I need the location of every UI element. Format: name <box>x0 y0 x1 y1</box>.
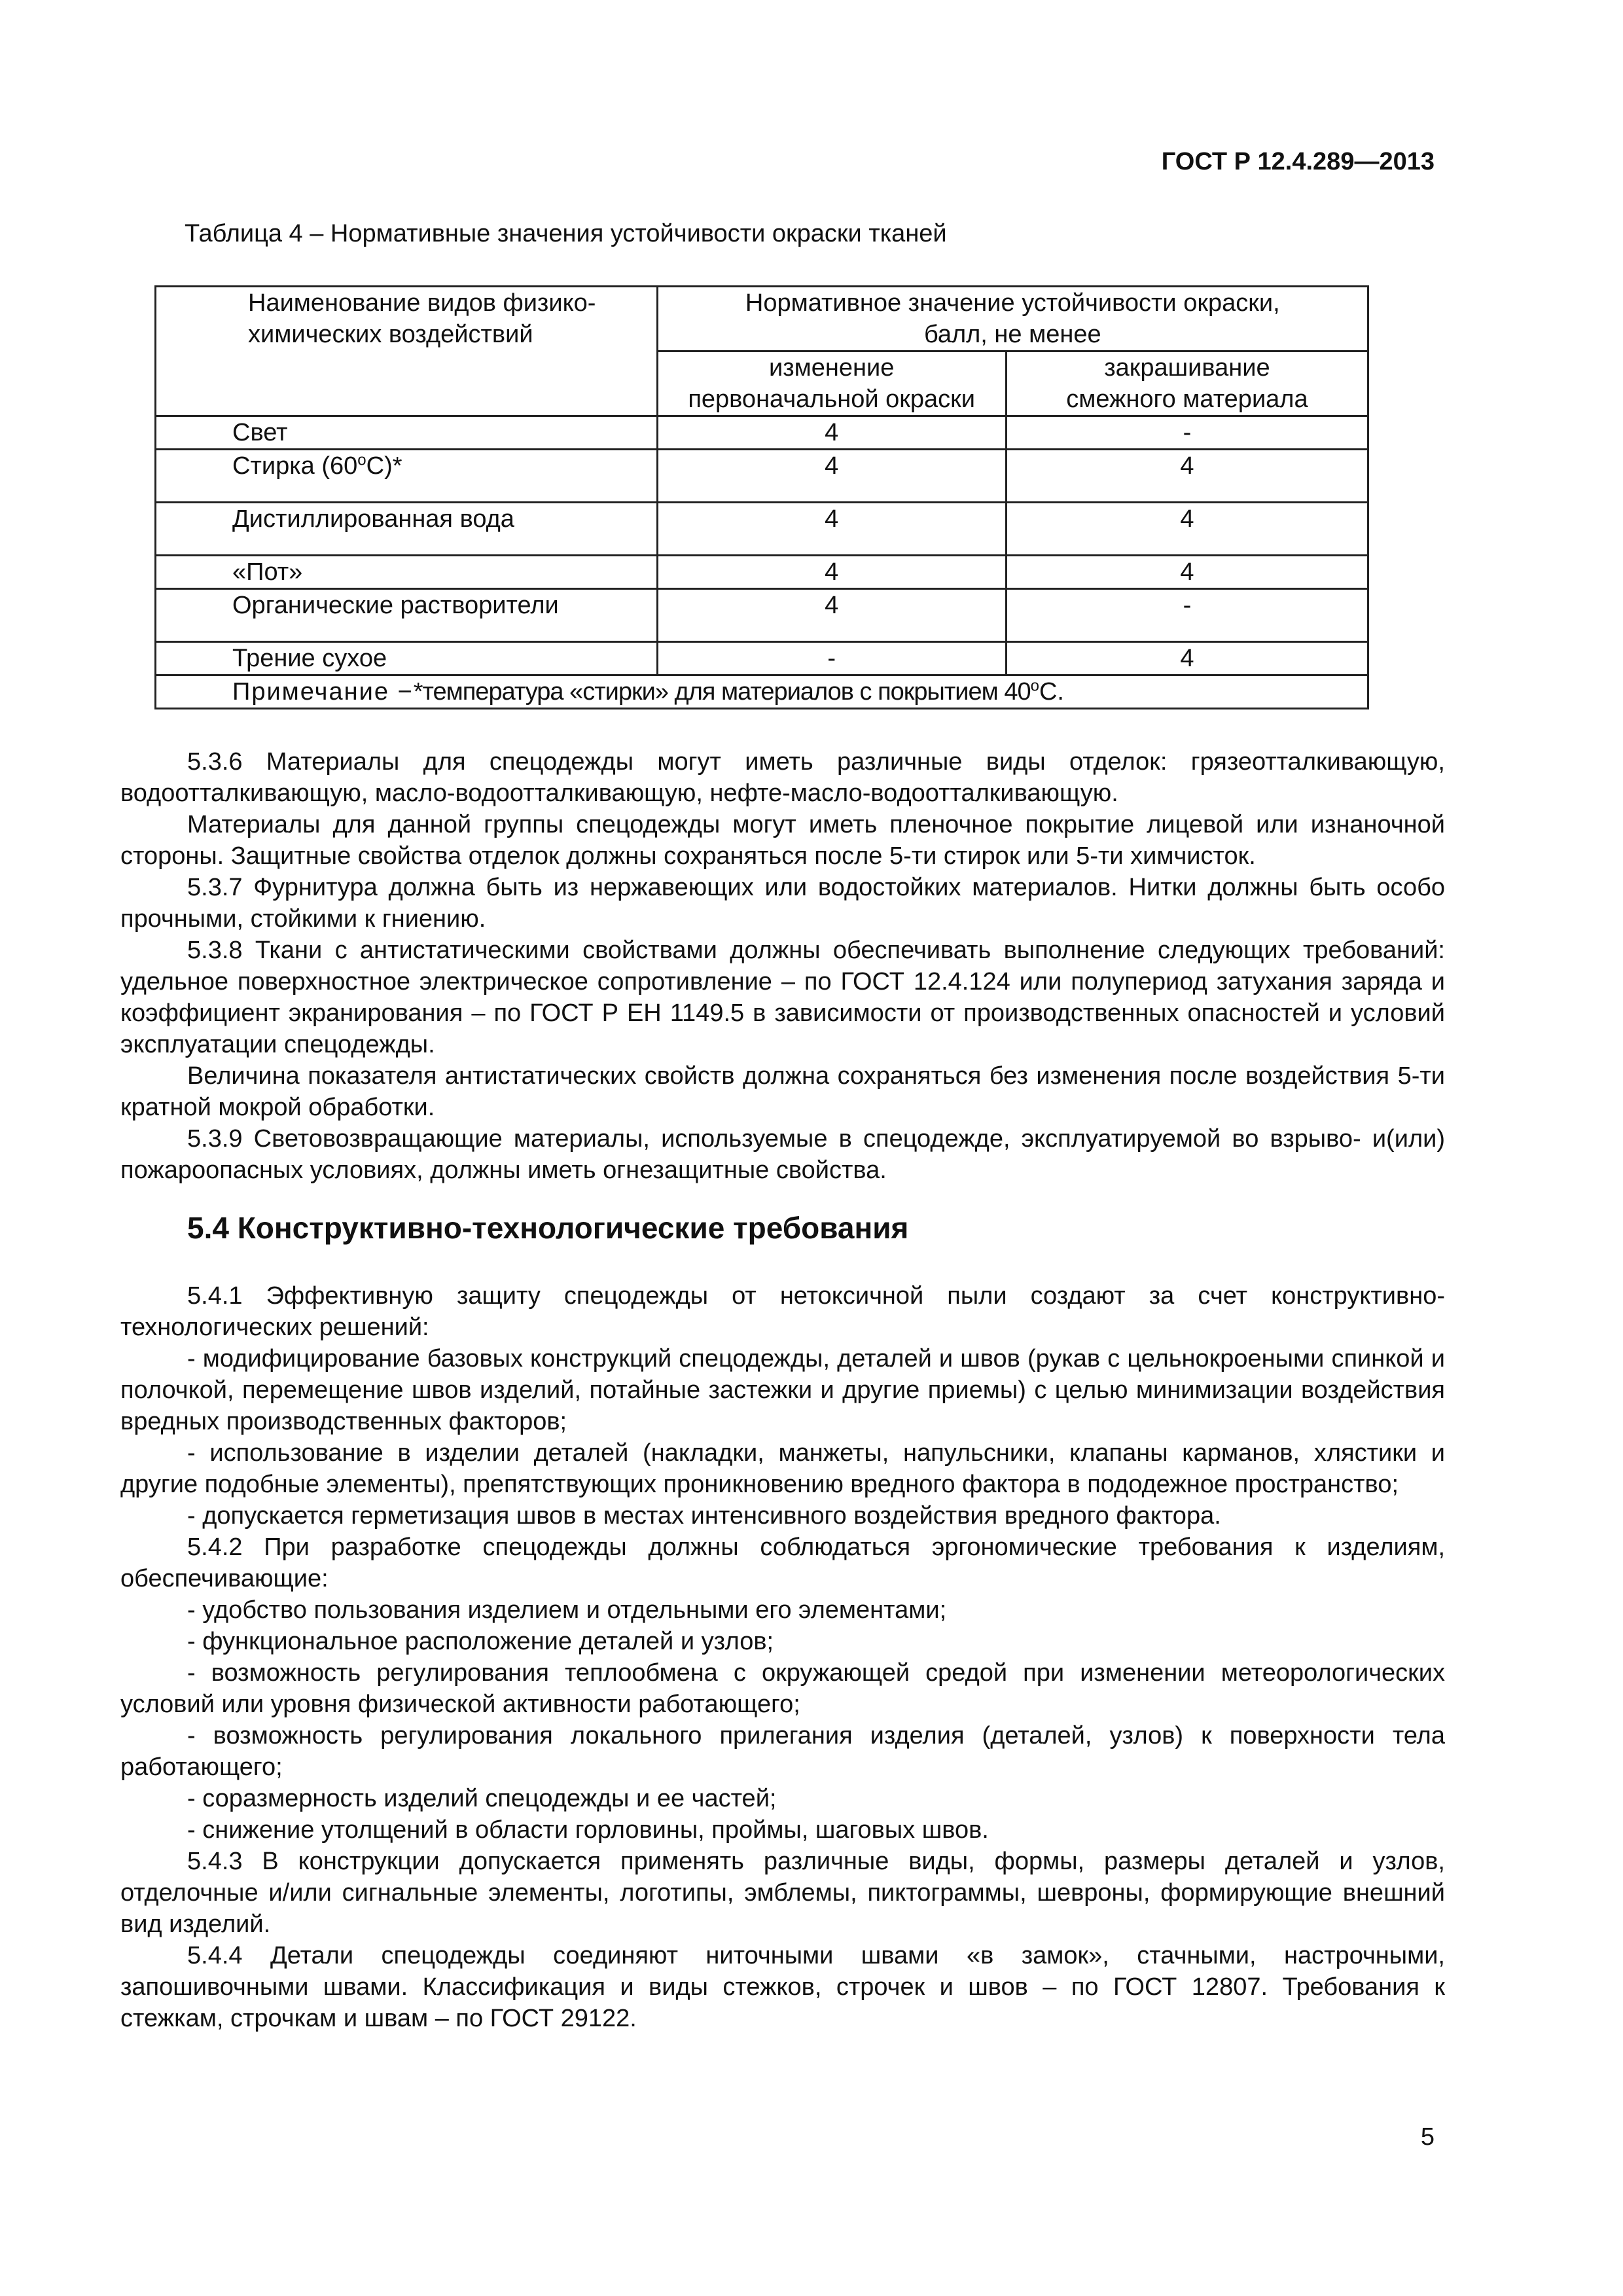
col-group-header-norm-value: Нормативное значение устойчивости окраски, балл, не менее <box>657 287 1368 351</box>
note-degree-superscript: о <box>1030 677 1039 695</box>
page-number: 5 <box>1420 2123 1435 2151</box>
section-title-5-4: 5.4 Конструктивно-технологические требования <box>187 1211 909 1245</box>
row-stain-value: 4 <box>1006 642 1368 675</box>
row-change-value: 4 <box>657 589 1006 642</box>
row-impact-name-suffix: С)* <box>366 452 402 480</box>
col-header-impact-type: Наименование видов физико-химических воздействий <box>156 287 658 416</box>
col-header-adjacent-staining: закрашивание смежного материала <box>1006 351 1368 416</box>
row-stain-value: - <box>1006 416 1368 450</box>
row-stain-value: 4 <box>1006 503 1368 556</box>
note-unit: С. <box>1039 678 1064 706</box>
table-row <box>156 589 1368 642</box>
list-item-5-4-2-c: - возможность регулирования теплообмена с окружающей средой при изменении метеорологических условий или уровня физической активности работающего; <box>120 1659 1445 1718</box>
row-stain-value: 4 <box>1006 450 1368 503</box>
row-stain-value: - <box>1006 589 1368 642</box>
row-stain-value: 4 <box>1006 556 1368 589</box>
list-item-5-4-1-c: - допускается герметизация швов в местах интенсивного воздействия вредного фактора. <box>187 1502 1221 1530</box>
col-header-initial-color-change: изменение первоначальной окраски <box>657 351 1006 416</box>
paragraph-5-4-4: 5.4.4 Детали спецодежды соединяют ниточными швами «в замок», стачными, настрочными, запошивочными швами. Классификация и виды стежков, строчек и швов – по ГОСТ 12807. Требования к стежкам, строчкам и швам – по ГОСТ 29122. <box>120 1942 1445 2032</box>
list-item-5-4-2-a: - удобство пользования изделием и отдельными его элементами; <box>187 1596 947 1624</box>
row-change-value: 4 <box>657 416 1006 450</box>
row-impact-name: Органические растворители <box>156 589 658 642</box>
colorfastness-table <box>154 285 1369 709</box>
row-impact-name: Трение сухое <box>156 642 658 675</box>
table-row <box>156 416 1368 450</box>
table-row <box>156 450 1368 503</box>
row-change-value: 4 <box>657 503 1006 556</box>
table-row <box>156 503 1368 556</box>
list-item-5-4-1-b: - использование в изделии деталей (накладки, манжеты, напульсники, клапаны карманов, хлястики и другие подобные элементы), препятствующих проникновению вредного фактора в пододежное пространство; <box>120 1439 1445 1498</box>
note-label: Примечание − <box>232 678 414 706</box>
degree-superscript: о <box>357 451 366 469</box>
paragraph-5-3-9: 5.3.9 Световозвращающие материалы, используемые в спецодежде, эксплуатируемой во взрыво- и(или) пожароопасных условиях, должны иметь огнезащитные свойства. <box>120 1125 1445 1184</box>
paragraph-5-3-6: 5.3.6 Материалы для спецодежды могут иметь различные виды отделок: грязеотталкивающую, водоотталкивающую, масло-водоотталкивающую, нефте-масло-водоотталкивающую. <box>120 748 1445 807</box>
note-text: *температура «стирки» для материалов с покрытием 40 <box>413 678 1031 706</box>
table-row <box>156 556 1368 589</box>
list-item-5-4-1-a: - модифицирование базовых конструкций спецодежды, деталей и швов (рукав с цельнокроеными спинкой и полочкой, перемещение швов изделий, потайные застежки и другие приемы) с целью минимизации воздействия вредных производственных факторов; <box>120 1345 1445 1435</box>
paragraph-5-4-3: 5.4.3 В конструкции допускается применять различные виды, формы, размеры деталей и узлов, отделочные и/или сигнальные элементы, логотипы, эмблемы, пиктограммы, шевроны, формирующие внешний вид изделий. <box>120 1848 1445 1938</box>
row-impact-name <box>156 450 658 503</box>
row-change-value: 4 <box>657 556 1006 589</box>
list-item-5-4-2-e: - соразмерность изделий спецодежды и ее частей; <box>187 1785 777 1812</box>
row-impact-name: Свет <box>156 416 658 450</box>
paragraph-5-4-1: 5.4.1 Эффективную защиту спецодежды от нетоксичной пыли создают за счет конструктивно-технологических решений: <box>120 1282 1445 1341</box>
row-change-value: - <box>657 642 1006 675</box>
table-note-row <box>156 675 1368 709</box>
paragraph-5-3-7: 5.3.7 Фурнитура должна быть из нержавеющих или водостойких материалов. Нитки должны быть особо прочными, стойкими к гниению. <box>120 874 1445 933</box>
list-item-5-4-2-b: - функциональное расположение деталей и узлов; <box>187 1628 774 1655</box>
paragraph-5-3-8: 5.3.8 Ткани с антистатическими свойствами должны обеспечивать выполнение следующих требований: удельное поверхностное электрическое сопротивление – по ГОСТ 12.4.124 или полупериод затухания заряда и коэффициент экранирования – по ГОСТ Р ЕН 1149.5 в зависимости от производственных опасностей и условий эксплуатации спецодежды. <box>120 937 1445 1058</box>
row-impact-name-prefix: Стирка (60 <box>232 452 358 480</box>
row-impact-name: «Пот» <box>156 556 658 589</box>
document-code-header: ГОСТ Р 12.4.289—2013 <box>1161 148 1435 175</box>
table-header-row <box>156 287 1368 351</box>
row-change-value: 4 <box>657 450 1006 503</box>
table-row <box>156 642 1368 675</box>
row-impact-name: Дистиллированная вода <box>156 503 658 556</box>
list-item-5-4-2-f: - снижение утолщений в области горловины, проймы, шаговых швов. <box>187 1816 989 1844</box>
paragraph-5-4-2: 5.4.2 При разработке спецодежды должны соблюдаться эргономические требования к изделиям, обеспечивающие: <box>120 1534 1445 1592</box>
list-item-5-4-2-d: - возможность регулирования локального прилегания изделия (деталей, узлов) к поверхности тела работающего; <box>120 1722 1445 1781</box>
table-caption: Таблица 4 – Нормативные значения устойчивости окраски тканей <box>185 220 947 247</box>
paragraph-film-coating: Материалы для данной группы спецодежды могут иметь пленочное покрытие лицевой или изнаночной стороны. Защитные свойства отделок должны сохраняться после 5-ти стирок или 5-ти химчисток. <box>120 811 1445 870</box>
table-note <box>156 675 1368 709</box>
body-text <box>120 746 1445 2034</box>
paragraph-antistatic-value: Величина показателя антистатических свойств должна сохраняться без изменения после воздействия 5-ти кратной мокрой обработки. <box>120 1062 1445 1121</box>
